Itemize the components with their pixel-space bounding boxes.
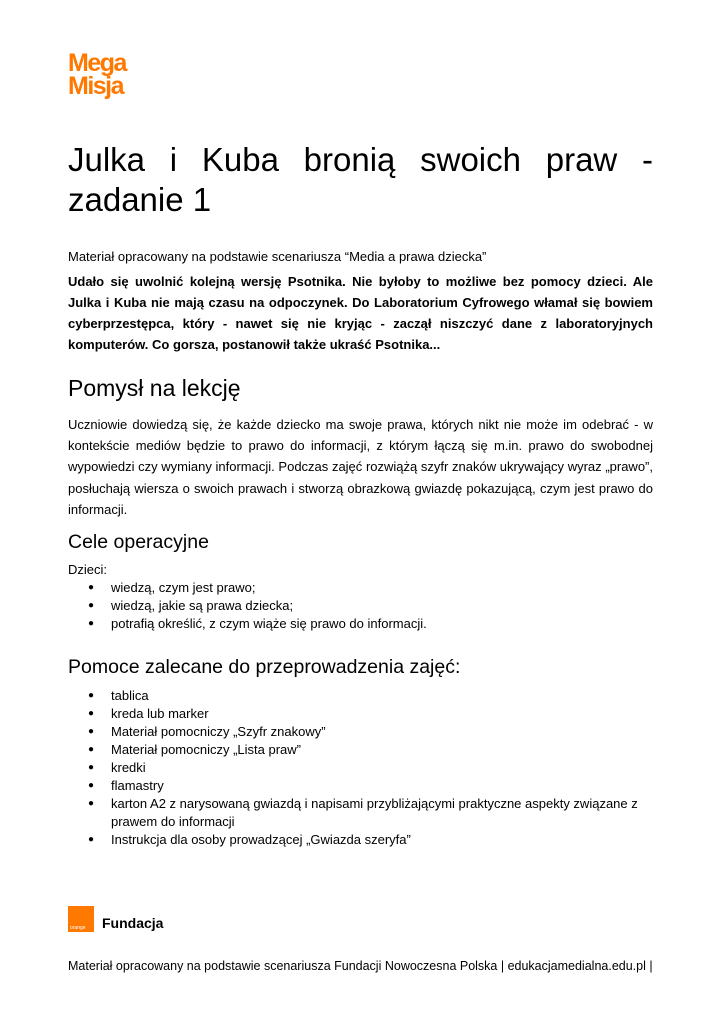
bullet-icon: ●: [88, 600, 95, 611]
bullet-icon: ●: [88, 726, 95, 737]
list-item-text: wiedzą, czym jest prawo;: [111, 580, 256, 595]
list-item-text: kredki: [111, 760, 146, 775]
bullet-icon: ●: [88, 582, 95, 593]
intro-paragraph: Udało się uwolnić kolejną wersję Psotnika. Nie byłoby to możliwe bez pomocy dzieci. Ale Julka i Kuba nie mają czasu na odpoczynek. Do Laboratorium Cyfrowego włamał się bowiem cyberprzestępca, który - nawet się nie kryjąc - zaczął niszczyć dane z laboratoryjnych komputerów. Co gorsza, postanowił także ukraść Psotnika...: [68, 274, 653, 352]
list-item-text: potrafią określić, z czym wiąże się prawo do informacji.: [111, 616, 427, 631]
list-item: [68, 705, 653, 723]
list-item: [68, 687, 653, 705]
aids-list: [68, 687, 653, 849]
orange-logo-icon: [68, 906, 94, 932]
bullet-icon: ●: [88, 762, 95, 773]
lesson-heading: Pomysł na lekcję: [68, 375, 241, 401]
list-item: [68, 579, 653, 597]
bullet-icon: ●: [88, 618, 95, 629]
orange-logo-label: orange: [70, 925, 86, 931]
list-item-text: tablica: [111, 688, 149, 703]
fundacja-label: Fundacja: [102, 915, 164, 931]
list-item-text: Materiał pomocniczy „Lista praw”: [111, 742, 302, 757]
list-item: [68, 777, 653, 795]
list-item: [68, 615, 653, 633]
bullet-icon: ●: [88, 798, 95, 809]
logo-line-1: Mega: [68, 49, 126, 77]
bullet-icon: ●: [88, 708, 95, 719]
list-item-text: kreda lub marker: [111, 706, 209, 721]
children-label: Dzieci:: [68, 562, 108, 577]
goals-list: [68, 579, 653, 633]
bullet-icon: ●: [88, 780, 95, 791]
list-item-text: karton A2 z narysowaną gwiazdą i napisami przybliżającymi praktyczne aspekty związane z prawem do informacji: [111, 796, 638, 829]
list-item-text: Instrukcja dla osoby prowadzącej „Gwiazda szeryfa”: [111, 832, 411, 847]
list-item-text: flamastry: [111, 778, 164, 793]
bullet-icon: ●: [88, 744, 95, 755]
bullet-icon: ●: [88, 690, 95, 701]
list-item: [68, 741, 653, 759]
logo-line-2: Misja: [68, 72, 124, 100]
list-item: [68, 759, 653, 777]
list-item: [68, 723, 653, 741]
aids-heading: Pomoce zalecane do przeprowadzenia zajęć:: [68, 656, 461, 678]
page-title: Julka i Kuba bronią swoich praw - zadanie 1: [68, 141, 653, 218]
list-item: [68, 795, 653, 831]
list-item-text: wiedzą, jakie są prawa dziecka;: [111, 598, 294, 613]
source-note: Materiał opracowany na podstawie scenariusza “Media a prawa dziecka”: [68, 249, 487, 264]
mega-misja-logo: [68, 49, 126, 100]
footer-note: Materiał opracowany na podstawie scenariusza Fundacji Nowoczesna Polska | edukacjamedialna.edu.pl |: [68, 959, 653, 973]
goals-heading: Cele operacyjne: [68, 531, 209, 553]
bullet-icon: ●: [88, 834, 95, 845]
list-item: [68, 597, 653, 615]
list-item-text: Materiał pomocniczy „Szyfr znakowy”: [111, 724, 326, 739]
list-item: [68, 831, 653, 849]
lesson-paragraph: Uczniowie dowiedzą się, że każde dziecko ma swoje prawa, których nikt nie może im odebrać - w kontekście mediów będzie to prawo do informacji, z którym łączą się m.in. prawo do swobodnej wypowiedzi czy wymiany informacji. Podczas zajęć rozwiążą szyfr znaków ukrywający wyraz „prawo”, posłuchają wiersza o swoich prawach i stworzą obrazkową gwiazdę pokazującą, czym jest prawo do informacji.: [68, 417, 653, 517]
